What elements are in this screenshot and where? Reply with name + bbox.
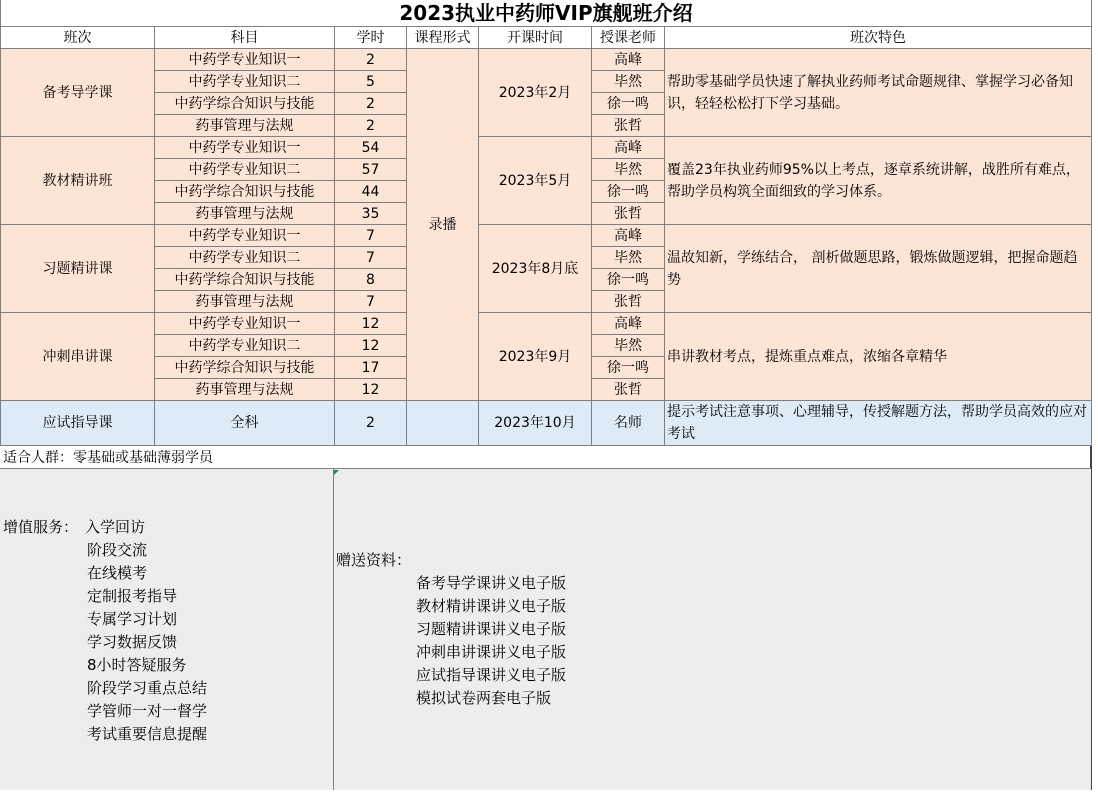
- teacher-cell[interactable]: 高峰: [592, 225, 665, 247]
- subject-cell[interactable]: 中药学专业知识一: [155, 137, 335, 159]
- service-item: [3, 562, 207, 585]
- teacher-cell[interactable]: 徐一鸣: [592, 93, 665, 115]
- indent-spacer: [3, 585, 87, 608]
- service-item: [3, 723, 207, 746]
- subject-cell[interactable]: 药事管理与法规: [155, 203, 335, 225]
- subject-cell: 全科: [155, 401, 335, 446]
- subject-cell[interactable]: 中药学专业知识二: [155, 159, 335, 181]
- hours-cell[interactable]: 2: [335, 115, 407, 137]
- subject-cell[interactable]: 药事管理与法规: [155, 379, 335, 401]
- column-header: 学时: [335, 27, 407, 49]
- teacher-cell[interactable]: 徐一鸣: [592, 357, 665, 379]
- subject-cell[interactable]: 药事管理与法规: [155, 115, 335, 137]
- hours-cell[interactable]: 2: [335, 93, 407, 115]
- service-item: [3, 539, 207, 562]
- subject-cell[interactable]: 中药学综合知识与技能: [155, 93, 335, 115]
- hours-cell[interactable]: 2: [335, 49, 407, 71]
- indent-spacer: [3, 539, 87, 562]
- service-item: [3, 654, 207, 677]
- course-format-cell: 录播: [407, 49, 479, 401]
- subject-cell[interactable]: 中药学专业知识二: [155, 335, 335, 357]
- subject-cell[interactable]: 中药学专业知识二: [155, 247, 335, 269]
- subject-cell[interactable]: 中药学专业知识一: [155, 49, 335, 71]
- indent-spacer: [3, 562, 87, 585]
- subject-cell[interactable]: 中药学综合知识与技能: [155, 181, 335, 203]
- header-row: [1, 27, 1092, 49]
- material-item: 备考导学课讲义电子版: [416, 574, 567, 592]
- service-text: 在线模考: [87, 564, 148, 582]
- indent-spacer: [3, 654, 87, 677]
- teacher-cell[interactable]: 高峰: [592, 313, 665, 335]
- page-title: 2023执业中药师VIP旗舰班介绍: [1, 0, 1092, 27]
- subject-cell[interactable]: 中药学专业知识一: [155, 313, 335, 335]
- class-name-cell: 备考导学课: [1, 49, 155, 137]
- service-text: 定制报考指导: [87, 587, 178, 605]
- column-header: 班次: [1, 27, 155, 49]
- service-text: 阶段交流: [87, 541, 148, 559]
- services-label: 增值服务：: [3, 518, 79, 536]
- class-name-cell: 冲刺串讲课: [1, 313, 155, 401]
- teacher-cell[interactable]: 毕然: [592, 247, 665, 269]
- table-row: [1, 313, 1092, 335]
- value-added-services: [3, 516, 207, 746]
- start-date-cell: 2023年8月底: [479, 225, 592, 313]
- teacher-cell[interactable]: 毕然: [592, 159, 665, 181]
- subject-cell[interactable]: 药事管理与法规: [155, 291, 335, 313]
- column-header: 授课老师: [592, 27, 665, 49]
- column-divider: [333, 469, 334, 790]
- hours-cell[interactable]: 44: [335, 181, 407, 203]
- hours-cell[interactable]: 7: [335, 247, 407, 269]
- service-text: 考试重要信息提醒: [87, 725, 208, 743]
- course-format-cell: [407, 401, 479, 446]
- indent-spacer: [3, 631, 87, 654]
- materials-label: 赠送资料：: [336, 551, 412, 569]
- teacher-cell[interactable]: 张哲: [592, 203, 665, 225]
- subject-cell[interactable]: 中药学专业知识一: [155, 225, 335, 247]
- hours-cell[interactable]: 17: [335, 357, 407, 379]
- class-name-cell: 应试指导课: [1, 401, 155, 446]
- indent-spacer: [3, 677, 87, 700]
- table-row: [1, 225, 1092, 247]
- indent-spacer: [3, 723, 87, 746]
- class-name-cell: 教材精讲班: [1, 137, 155, 225]
- teacher-cell: 名师: [592, 401, 665, 446]
- hours-cell[interactable]: 57: [335, 159, 407, 181]
- cell-comment-marker: [334, 470, 339, 475]
- service-item: [3, 608, 207, 631]
- subject-cell[interactable]: 中药学综合知识与技能: [155, 269, 335, 291]
- subject-cell[interactable]: 中药学综合知识与技能: [155, 357, 335, 379]
- teacher-cell[interactable]: 张哲: [592, 291, 665, 313]
- column-header: 科目: [155, 27, 335, 49]
- indent-spacer: [3, 608, 87, 631]
- teacher-cell[interactable]: 高峰: [592, 137, 665, 159]
- class-feature-cell: 串讲教材考点，提炼重点难点，浓缩各章精华: [665, 313, 1092, 401]
- service-text: 阶段学习重点总结: [87, 679, 208, 697]
- hours-cell[interactable]: 35: [335, 203, 407, 225]
- class-feature-cell: 提示考试注意事项、心理辅导，传授解题方法，帮助学员高效的应对考试: [665, 401, 1092, 446]
- service-item: [3, 677, 207, 700]
- table-row: [1, 137, 1092, 159]
- class-name-cell: 习题精讲课: [1, 225, 155, 313]
- subject-cell[interactable]: 中药学专业知识二: [155, 71, 335, 93]
- start-date-cell: 2023年5月: [479, 137, 592, 225]
- material-item: 应试指导课讲义电子版: [416, 666, 567, 684]
- class-feature-cell: 温故知新，学练结合， 剖析做题思路，锻炼做题逻辑，把握命题趋势: [665, 225, 1092, 313]
- service-text: 8小时答疑服务: [87, 656, 187, 674]
- material-item: 习题精讲课讲义电子版: [416, 620, 567, 638]
- audience-note: 适合人群：零基础或基础薄弱学员: [0, 447, 1091, 469]
- material-item: 教材精讲课讲义电子版: [416, 597, 567, 615]
- hours-cell[interactable]: 12: [335, 313, 407, 335]
- column-header: 开课时间: [479, 27, 592, 49]
- service-item: [3, 516, 207, 539]
- teacher-cell[interactable]: 毕然: [592, 335, 665, 357]
- teacher-cell[interactable]: 张哲: [592, 115, 665, 137]
- indent-spacer: [3, 700, 87, 723]
- teacher-cell[interactable]: 徐一鸣: [592, 181, 665, 203]
- start-date-cell: 2023年2月: [479, 49, 592, 137]
- hours-cell[interactable]: 54: [335, 137, 407, 159]
- extras-panel: [0, 469, 1091, 790]
- table-row: [1, 401, 1092, 446]
- material-item: 冲刺串讲课讲义电子版: [416, 643, 567, 661]
- service-text: 入学回访: [85, 518, 146, 536]
- service-item: [3, 700, 207, 723]
- class-feature-cell: 覆盖23年执业药师95%以上考点，逐章系统讲解，战胜所有难点，帮助学员构筑全面细致的学习体系。: [665, 137, 1092, 225]
- service-item: [3, 631, 207, 654]
- table-row: [1, 49, 1092, 71]
- hours-cell[interactable]: 7: [335, 291, 407, 313]
- column-header: 课程形式: [407, 27, 479, 49]
- teacher-cell[interactable]: 徐一鸣: [592, 269, 665, 291]
- class-feature-cell: 帮助零基础学员快速了解执业药师考试命题规律、掌握学习必备知识，轻轻松松打下学习基础。: [665, 49, 1092, 137]
- teacher-cell[interactable]: 高峰: [592, 49, 665, 71]
- hours-cell[interactable]: 12: [335, 335, 407, 357]
- hours-cell[interactable]: 8: [335, 269, 407, 291]
- service-text: 学管师一对一督学: [87, 702, 208, 720]
- hours-cell: 2: [335, 401, 407, 446]
- teacher-cell[interactable]: 毕然: [592, 71, 665, 93]
- service-text: 专属学习计划: [87, 610, 178, 628]
- hours-cell[interactable]: 7: [335, 225, 407, 247]
- service-item: [3, 585, 207, 608]
- column-header: 班次特色: [665, 27, 1092, 49]
- material-item: 模拟试卷两套电子版: [416, 689, 552, 707]
- teacher-cell[interactable]: 张哲: [592, 379, 665, 401]
- start-date-cell: 2023年10月: [479, 401, 592, 446]
- service-text: 学习数据反馈: [87, 633, 178, 651]
- start-date-cell: 2023年9月: [479, 313, 592, 401]
- free-materials: [336, 549, 566, 710]
- hours-cell[interactable]: 12: [335, 379, 407, 401]
- hours-cell[interactable]: 5: [335, 71, 407, 93]
